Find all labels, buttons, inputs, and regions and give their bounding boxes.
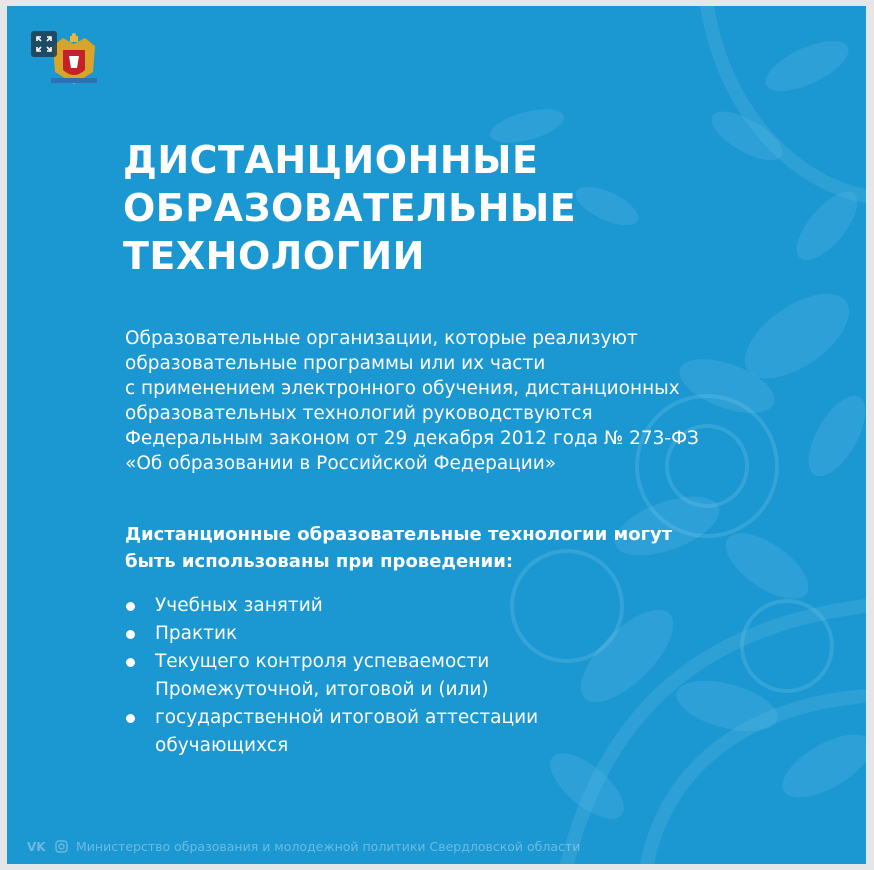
list-item bbox=[125, 620, 538, 648]
list-item-text: обучающихся bbox=[155, 735, 289, 756]
bullet-icon bbox=[126, 602, 135, 611]
intro-line: образовательные программы или их части bbox=[125, 353, 546, 374]
intro-line: образовательных технологий руководствуются bbox=[125, 403, 593, 424]
title-line: ТЕХНОЛОГИИ bbox=[123, 234, 425, 278]
intro-paragraph bbox=[125, 326, 775, 476]
list-item-text: государственной итоговой аттестации bbox=[155, 707, 539, 728]
expand-button[interactable] bbox=[31, 31, 57, 57]
bullet-icon bbox=[126, 714, 135, 723]
list-item bbox=[125, 648, 538, 704]
list-item-text: Практик bbox=[155, 623, 238, 644]
page-title bbox=[123, 136, 576, 280]
instagram-icon[interactable] bbox=[55, 840, 68, 853]
list-item bbox=[125, 592, 538, 620]
title-line: ОБРАЗОВАТЕЛЬНЫЕ bbox=[123, 186, 577, 230]
ministry-name: Министерство образования и молодежной политики Свердловской области bbox=[76, 838, 581, 854]
intro-line: Образовательные организации, которые реализуют bbox=[125, 328, 638, 349]
bullet-icon bbox=[126, 658, 135, 667]
section-heading bbox=[125, 521, 775, 575]
section-heading-line: Дистанционные образовательные технологии могут bbox=[125, 524, 673, 545]
svg-text:VK: VK bbox=[27, 840, 46, 852]
expand-icon bbox=[36, 36, 52, 52]
intro-line: с применением электронного обучения, дистанционных bbox=[125, 378, 680, 399]
list-item-text: Учебных занятий bbox=[155, 595, 323, 616]
info-card bbox=[7, 6, 866, 864]
vk-icon[interactable] bbox=[27, 840, 47, 852]
list-item bbox=[125, 704, 538, 760]
footer bbox=[27, 836, 580, 856]
section-heading-line: быть использованы при проведении: bbox=[125, 551, 514, 572]
title-line: ДИСТАНЦИОННЫЕ bbox=[123, 138, 539, 182]
list-item-text: Текущего контроля успеваемости bbox=[155, 651, 490, 672]
bullet-list bbox=[125, 592, 538, 760]
bullet-icon bbox=[126, 630, 135, 639]
list-item-text: Промежуточной, итоговой и (или) bbox=[155, 679, 489, 700]
intro-line: «Об образовании в Российской Федерации» bbox=[125, 453, 557, 474]
intro-line: Федеральным законом от 29 декабря 2012 года № 273-ФЗ bbox=[125, 428, 699, 449]
